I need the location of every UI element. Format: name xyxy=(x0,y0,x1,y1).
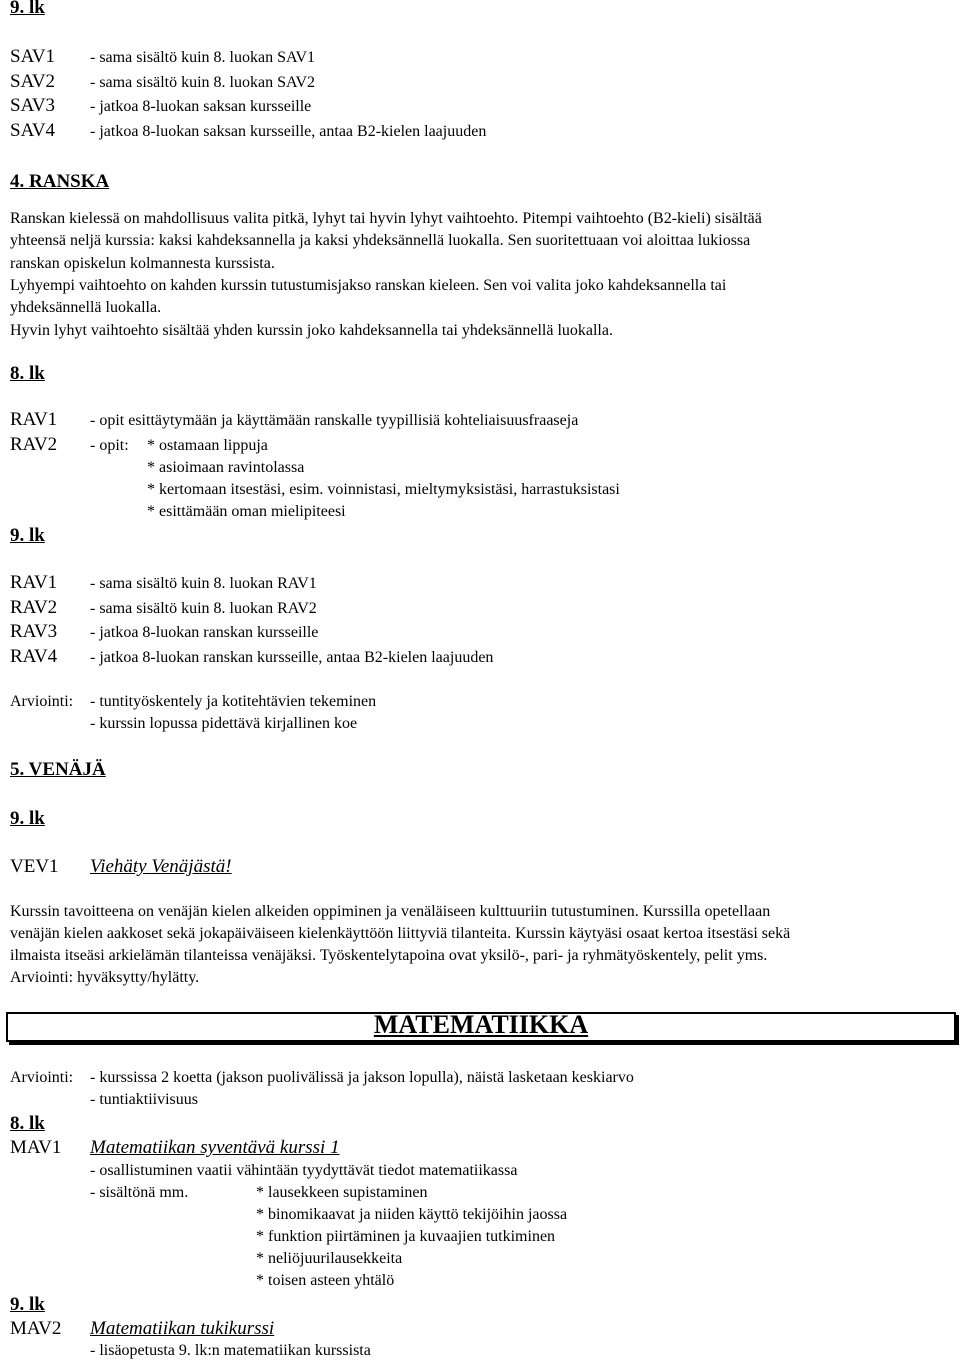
course-code: RAV4 xyxy=(10,646,58,667)
list-item: * kertomaan itsestäsi, esim. voinnistasi, mieltymyksistäsi, harrastuksistasi xyxy=(147,481,620,498)
arviointi-label: Arviointi: xyxy=(10,1069,74,1086)
course-code: MAV1 xyxy=(10,1137,62,1158)
course-code: RAV1 xyxy=(10,572,58,593)
arviointi-item: - kurssissa 2 koetta (jakson puolivälissä ja jakson lopulla), näistä lasketaan keskiarvo xyxy=(90,1069,634,1086)
course-title: Viehäty Venäjästä! xyxy=(90,856,232,877)
course-code: SAV1 xyxy=(10,46,56,67)
arviointi-item: - tuntityöskentely ja kotitehtävien tekeminen xyxy=(90,693,377,710)
course-description: - sama sisältö kuin 8. luokan RAV1 xyxy=(90,575,317,592)
course-title: Matematiikan tukikurssi xyxy=(90,1318,275,1339)
course-description: - opit esittäytymään ja käyttämään ranskalle tyypillisiä kohteliaisuusfraaseja xyxy=(90,412,579,429)
list-item: * neliöjuurilausekkeita xyxy=(256,1250,403,1267)
paragraph-line: Arviointi: hyväksytty/hylätty. xyxy=(10,969,200,986)
list-item: * toisen asteen yhtälö xyxy=(256,1272,395,1289)
arviointi-label: Arviointi: xyxy=(10,693,74,710)
arviointi-item: - tuntiaktiivisuus xyxy=(90,1091,198,1108)
course-code: SAV3 xyxy=(10,95,56,116)
course-code: VEV1 xyxy=(10,856,59,877)
course-requirement: - osallistuminen vaatii vähintään tyydyttävät tiedot matematiikassa xyxy=(90,1162,518,1179)
course-description: - jatkoa 8-luokan saksan kursseille xyxy=(90,98,312,115)
paragraph-line: Ranskan kielessä on mahdollisuus valita pitkä, lyhyt tai hyvin lyhyt vaihtoehto. Pitempi vaihtoehto (B2-kieli) sisältää xyxy=(10,210,762,227)
paragraph-line: venäjän kielen aakkoset sekä jokapäiväiseen kielenkäyttöön liittyviä tilanteita. Kurssin käytyäsi osaat kertoa itsestäsi sekä xyxy=(10,925,791,942)
section-heading-ranska: 4. RANSKA xyxy=(10,171,110,192)
grade-heading-8: 8. lk xyxy=(10,363,45,384)
course-title: Matematiikan syventävä kurssi 1 xyxy=(90,1137,340,1158)
list-item: * funktion piirtäminen ja kuvaajien tutkiminen xyxy=(256,1228,556,1245)
course-description: - sama sisältö kuin 8. luokan RAV2 xyxy=(90,600,317,617)
grade-heading-9: 9. lk xyxy=(10,808,45,829)
course-description: - lisäopetusta 9. lk:n matematiikan kurssista xyxy=(90,1342,371,1359)
paragraph-line: Kurssin tavoitteena on venäjän kielen alkeiden oppiminen ja venäläiseen kulttuuriin tutustuminen. Kurssilla opetellaan xyxy=(10,903,771,920)
grade-heading-8: 8. lk xyxy=(10,1113,45,1134)
course-code: RAV2 xyxy=(10,597,58,618)
paragraph-line: Hyvin lyhyt vaihtoehto sisältää yhden kurssin joko kahdeksannella tai yhdeksännellä luokalla. xyxy=(10,322,613,339)
course-code: MAV2 xyxy=(10,1318,62,1339)
list-item: * lausekkeen supistaminen xyxy=(256,1184,428,1201)
grade-heading-9: 9. lk xyxy=(10,525,45,546)
course-code: SAV4 xyxy=(10,120,56,141)
paragraph-line: ilmaista itseäsi arkielämän tilanteissa venäjäksi. Työskentelytapoina ovat yksilö-, pari- ja ryhmätyöskentely, pelit yms. xyxy=(10,947,768,964)
list-item: * esittämään oman mielipiteesi xyxy=(147,503,346,520)
paragraph-line: Lyhyempi vaihtoehto on kahden kurssin tutustumisjakso ranskan kieleen. Sen voi valita joko kahdeksannella tai xyxy=(10,277,727,294)
list-item: * ostamaan lippuja xyxy=(147,437,268,454)
course-code: RAV3 xyxy=(10,621,58,642)
course-description: - jatkoa 8-luokan ranskan kursseille xyxy=(90,624,319,641)
grade-heading-9: 9. lk xyxy=(10,0,45,18)
course-description: - sama sisältö kuin 8. luokan SAV2 xyxy=(90,74,316,91)
list-item: * asioimaan ravintolassa xyxy=(147,459,305,476)
paragraph-line: yhteensä neljä kurssia: kaksi kahdeksannella ja kaksi yhdeksännellä luokalla. Sen suoritettuaan voi aloittaa lukiossa xyxy=(10,232,751,249)
subject-title-box xyxy=(6,1012,956,1042)
paragraph-line: yhdeksännellä luokalla. xyxy=(10,299,162,316)
arviointi-item: - kurssin lopussa pidettävä kirjallinen koe xyxy=(90,715,358,732)
content-label: - sisältönä mm. xyxy=(90,1184,189,1201)
list-item: * binomikaavat ja niiden käyttö tekijöihin jaossa xyxy=(256,1206,568,1223)
course-description: - sama sisältö kuin 8. luokan SAV1 xyxy=(90,49,316,66)
grade-heading-9: 9. lk xyxy=(10,1294,45,1315)
course-description: - jatkoa 8-luokan ranskan kursseille, antaa B2-kielen laajuuden xyxy=(90,649,494,666)
course-code: SAV2 xyxy=(10,71,56,92)
course-description: - jatkoa 8-luokan saksan kursseille, antaa B2-kielen laajuuden xyxy=(90,123,487,140)
course-code: RAV1 xyxy=(10,409,58,430)
course-description-prefix: - opit: xyxy=(90,437,129,454)
course-code: RAV2 xyxy=(10,434,58,455)
section-heading-venaja: 5. VENÄJÄ xyxy=(10,759,106,780)
subject-title: MATEMATIIKKA xyxy=(373,1010,589,1039)
paragraph-line: ranskan opiskelun kolmannesta kurssista. xyxy=(10,255,275,272)
